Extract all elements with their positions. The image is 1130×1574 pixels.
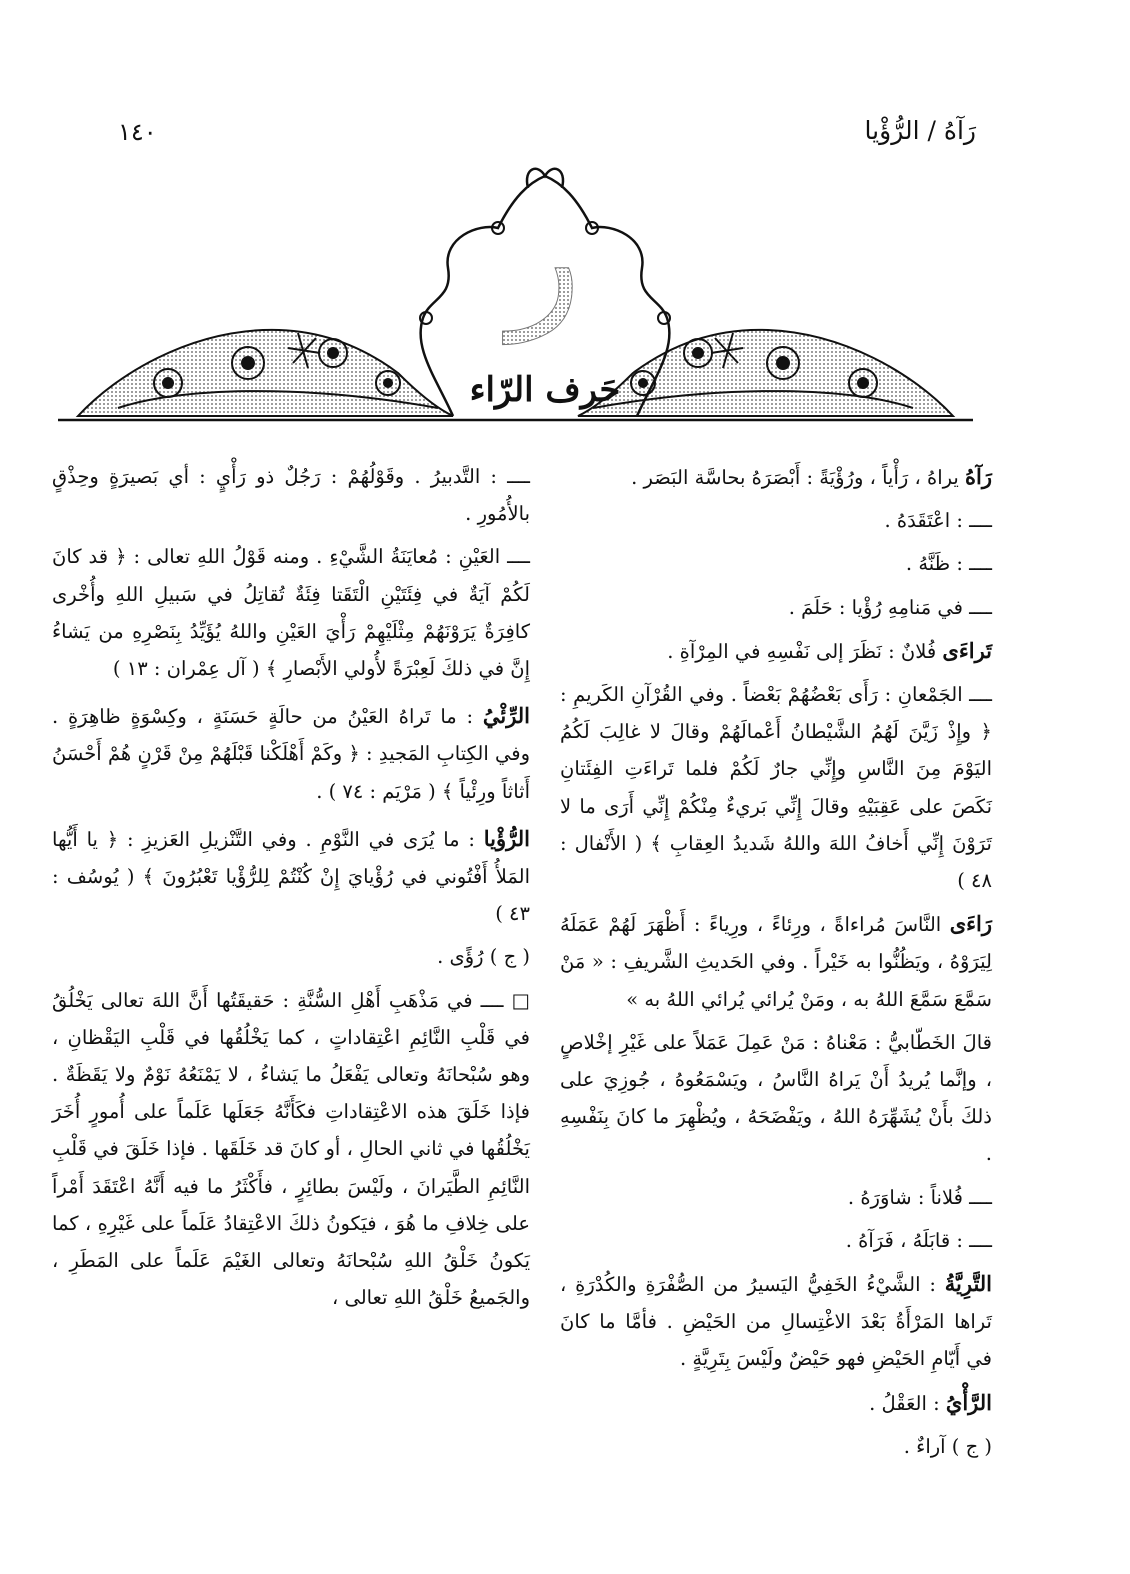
- entry-text: يراهُ ، رَأْياً ، ورُؤْيَةً : أَبْصَرَهُ بحاسَّة البَصَر .: [631, 466, 959, 489]
- entry-text: ( ج ) رُؤًى .: [437, 945, 530, 969]
- entry-text: النَّاسَ مُراءاةً ، ورِئاءً ، ورِياءً : أَظْهَرَ لَهُمْ عَمَلَهُ لِيَرَوْهُ ، ويَظُنُّوا به خَيْراً . وفي الحَديثِ الشَّريفِ : « مَنْ سَمَّعَ سَمَّعَ اللهُ به ، ومَنْ يُرائي يُرائي اللهُ به »: [560, 913, 992, 1011]
- entry: [560, 1179, 992, 1216]
- entry: [560, 502, 992, 539]
- entry: [52, 458, 530, 532]
- entry-text: قالَ الخَطّابيُّ : مَعْناهُ : مَنْ عَمِلَ عَمَلاً على غَيْرِ إخْلاصٍ ، وإنَّما يُريدُ أَنْ يَراهُ النَّاسُ ، ويَسْمَعُوهُ ، جُوزِيَ على ذلكَ بأَنْ يُشَهِّرَهُ اللهُ ، ويَفْضَحَهُ ، ويُظْهِرَ ما كانَ بِنَفْسِهِ .: [560, 1030, 992, 1166]
- entry-text: ــــ العَيْنِ : مُعايَنَةُ الشَّيْءِ . ومنه قَوْلُ اللهِ تعالى : ﴿ قد كانَ لَكُمْ آيَةٌ في فِئَتَيْنِ الْتَقَتا فِئَةٌ تُقاتِلُ في سَبيلِ اللهِ وأُخْرى كافِرَةٌ يَرَوْنَهُمْ مِثْلَيْهِمْ رَأْيَ العَيْنِ واللهُ يُؤَيِّدُ بِنَصْرِهِ من يَشاءُ إِنَّ في ذلكَ لَعِبْرَةً لأُولي الأَبْصارِ ﴾ ( آل عِمْران : ١٣ ): [52, 545, 530, 681]
- entry: [560, 545, 992, 582]
- entry-text: ــــ : اعْتَقَدَهُ .: [884, 509, 992, 533]
- entry: [52, 982, 530, 1317]
- entry: [560, 589, 992, 626]
- entry-text: : ما يُرَى في النَّوْمِ . وفي التَّنْزيلِ العَزيزِ : ﴿ يا أَيُّها المَلأُ أَفْتُوني في رُؤْيايَ إِنْ كُنْتُمْ لِلرُّؤْيا تَعْبُرُونَ ﴾ ( يُوسُف : ٤٣ ): [52, 827, 530, 926]
- entry-text: : ما تَراهُ العَيْنُ من حالَةٍ حَسَنَةٍ ، وكِسْوَةٍ ظاهِرَةٍ . وفي الكِتابِ المَجيدِ : ﴿ وكَمْ أَهْلَكْنا قَبْلَهُمْ مِنْ قَرْنٍ هُمْ أَحْسَنُ أَثاثاً ورِئْياً ﴾ ( مَرْيَم : ٧٤ ) .: [52, 705, 530, 803]
- entry: [560, 632, 992, 670]
- entry-text: ــــ : التَّدبيرُ . وقَوْلُهُمْ : رَجُلٌ ذو رَأْيٍ : أي بَصيرَةٍ وحِذْقٍ بالأُمُورِ .: [52, 465, 530, 526]
- entry: [560, 1024, 992, 1173]
- entry-text: ــــ : ظَنَّهُ .: [905, 552, 992, 576]
- chapter-title: حَرف الرّاء: [469, 370, 621, 410]
- entry-text: ( ج ) آراءٌ .: [903, 1434, 992, 1458]
- entry-text: ــــ في مَنامِهِ رُؤْيا : حَلَمَ .: [788, 595, 992, 619]
- entry: [52, 938, 530, 975]
- entry-text: ــــ : قابَلَهُ ، فَرَآهُ .: [845, 1228, 992, 1252]
- right-column: [560, 458, 992, 1471]
- headword: التَّرِيَّةُ: [944, 1271, 993, 1297]
- running-head: رَآهُ / الرُّؤْيا: [864, 116, 976, 145]
- entry: [560, 1384, 992, 1422]
- entry-text: : الشَّيْءُ الخَفِيُّ اليَسيرُ من الصُّفْرَةِ والكُدْرَةِ ، تَراها المَرْأَةُ بَعْدَ الاغْتِسالِ من الحَيْضِ . فأمَّا ما كانَ في أَيّامِ الحَيْضِ فهو حَيْضٌ ولَيْسَ بِتَرِيَّةٍ .: [560, 1273, 992, 1371]
- entry: [52, 697, 530, 810]
- entry: [560, 458, 992, 496]
- entry: [52, 820, 530, 933]
- entry-text: ــــ فُلاناً : شاوَرَهُ .: [847, 1185, 992, 1209]
- ornament-letter: ر: [508, 170, 582, 344]
- entry: [560, 676, 992, 899]
- headword: رَآهُ: [965, 464, 992, 489]
- headword: الرَّأْيُ: [945, 1389, 992, 1415]
- headword: تَراءَى: [942, 637, 992, 663]
- entry: [560, 1428, 992, 1465]
- entry: [52, 538, 530, 687]
- entry-text: ــــ الجَمْعانِ : رَأَى بَعْضُهُمْ بَعْضاً . وفي القُرْآنِ الكَريمِ : ﴿ وإِذْ زَيَّنَ لَهُمُ الشَّيْطانُ أَعْمالَهُمْ وقالَ لا غالِبَ لَكُمُ اليَوْمَ مِنَ النَّاسِ وإِنِّي جارٌ لَكُمْ فلما تَراءَتِ الفِئَتانِ نَكَصَ على عَقِبَيْهِ وقالَ إِنِّي بَريءٌ مِنْكُمْ إِنِّي أَرَى ما لا تَرَوْنَ إِنِّي أَخافُ اللهَ واللهُ شَديدُ العِقابِ ﴾ ( الأَنْفال : ٤٨ ): [560, 683, 992, 893]
- entry-text: □ ــــ في مَذْهَبِ أَهْلِ السُّنَّةِ : حَقيقَتُها أَنَّ اللهَ تعالى يَخْلُقُ في قَلْبِ النَّائِمِ اعْتِقاداتٍ ، كما يَخْلُقُها في قَلْبِ اليَقْظانِ ، وهو سُبْحانَهُ وتعالى يَفْعَلُ ما يَشاءُ ، لا يَمْنَعُهُ نَوْمٌ ولا يَقَظَةٌ . فإذا خَلَقَ هذه الاعْتِقاداتِ فكَأَنَّهُ جَعَلَها عَلَماً على أُمورٍ أُخَرَ يَخْلُقُها في ثاني الحالِ ، أو كانَ قد خَلَقَها . فإذا خَلَقَ في قَلْبِ النَّائِمِ الطَّيَرانَ ، ولَيْسَ بطائِرٍ ، فأَكْثَرُ ما فيه أَنَّهُ اعْتَقَدَ أَمْراً على خِلافِ ما هُوَ ، فيَكونُ ذلكَ الاعْتِقادُ عَلَماً على غَيْرِهِ ، كما يَكونُ خَلْقُ اللهِ سُبْحانَهُ وتعالى الغَيْمَ عَلَماً على المَطَرِ ، والجَميعُ خَلْقُ اللهِ تعالى ،: [52, 988, 530, 1310]
- entry: [560, 1265, 992, 1378]
- chapter-ornament: [58, 158, 973, 433]
- entry-text: : العَقْلُ .: [869, 1391, 940, 1415]
- entry: [560, 905, 992, 1018]
- left-column: [52, 458, 530, 1322]
- headword: رَاءَى: [949, 911, 992, 937]
- entry: [560, 1222, 992, 1259]
- page-number: ١٤٠: [118, 118, 157, 146]
- headword: الرُّؤْيا: [483, 825, 530, 851]
- entry-text: فُلانٌ : نَظَرَ إلى نَفْسِهِ في المِرْآةِ .: [667, 639, 937, 663]
- headword: الرِّئْيُ: [482, 703, 531, 729]
